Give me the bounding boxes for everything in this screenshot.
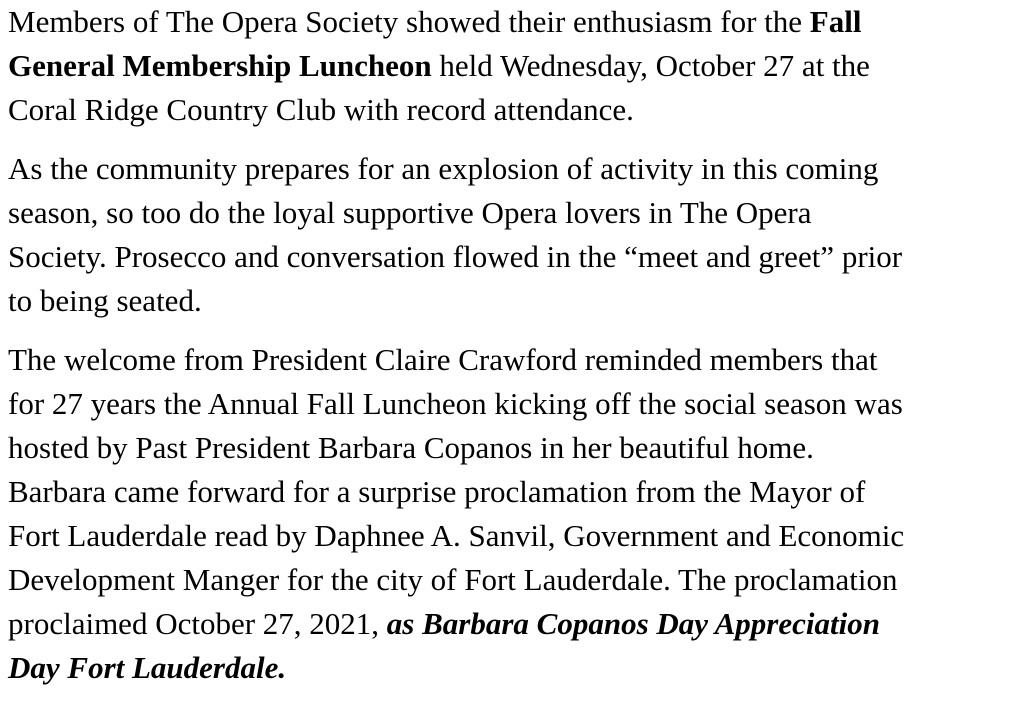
article-body	[8, 0, 1024, 690]
text-line: for 27 years the Annual Fall Luncheon kicking off the social season was	[8, 386, 903, 421]
text-run: Members of The Opera Society showed their enthusiasm for the	[8, 4, 810, 39]
text-line: Society. Prosecco and conversation flowed in the “meet and greet” prior	[8, 239, 903, 274]
text-run: proclaimed October 27, 2021,	[8, 606, 387, 641]
text-line	[8, 602, 1024, 646]
text-line: As the community prepares for an explosion of activity in this coming	[8, 151, 879, 186]
text-line: hosted by Past President Barbara Copanos in her beautiful home.	[8, 430, 814, 465]
text-line: Coral Ridge Country Club with record attendance.	[8, 92, 634, 127]
paragraph-welcome	[8, 338, 1024, 690]
paragraph-luncheon	[8, 0, 1024, 132]
paragraph-community	[8, 147, 1024, 323]
text-line: season, so too do the loyal supportive Opera lovers in The Opera	[8, 195, 812, 230]
text-line: Development Manger for the city of Fort Lauderdale. The proclamation	[8, 562, 898, 597]
text-line: The welcome from President Claire Crawford reminded members that	[8, 342, 878, 377]
text-run: held Wednesday, October 27 at the	[431, 48, 870, 83]
text-line	[8, 0, 1024, 44]
bold-event-name-part1: Fall	[809, 4, 862, 39]
text-line: Barbara came forward for a surprise proclamation from the Mayor of	[8, 474, 866, 509]
text-line: Fort Lauderdale read by Daphnee A. Sanvil, Government and Economic	[8, 518, 905, 553]
bold-italic-proclamation-part1: as Barbara Copanos Day Appreciation	[386, 606, 880, 641]
text-line: to being seated.	[8, 283, 202, 318]
bold-event-name-part2: General Membership Luncheon	[8, 48, 432, 83]
bold-italic-proclamation-part2: Day Fort Lauderdale.	[8, 650, 287, 685]
text-line	[8, 44, 1024, 88]
